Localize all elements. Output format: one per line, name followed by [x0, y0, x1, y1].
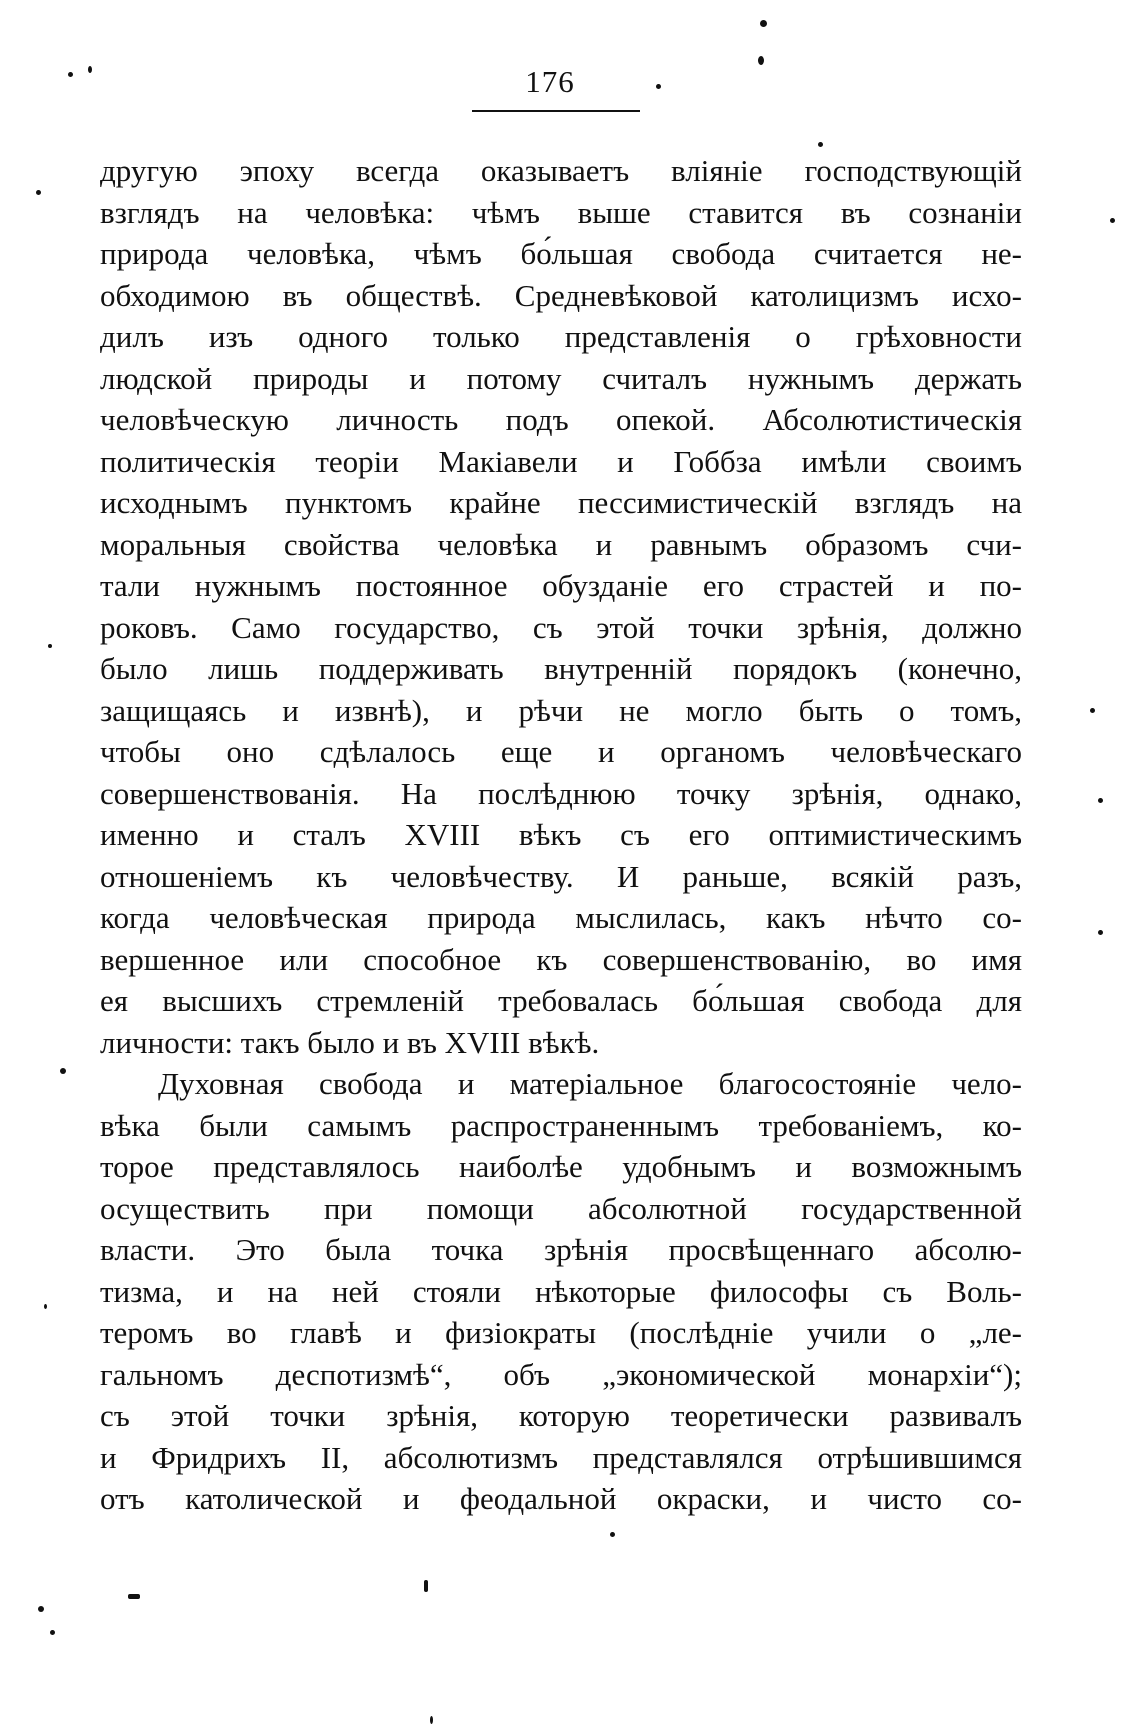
scan-speck — [818, 142, 823, 147]
scan-speck — [38, 1606, 44, 1612]
scan-speck — [1098, 930, 1103, 935]
text-line: тизма, и на ней стояли нѣкоторые философы съ Воль- — [100, 1273, 1022, 1309]
text-line: отношеніемъ къ человѣчеству. И раньше, всякій разъ, — [100, 858, 1022, 894]
text-line: роковъ. Само государство, съ этой точки зрѣнія, должно — [100, 609, 1022, 645]
text-line: теромъ во главѣ и физіократы (послѣдніе учили о „ле- — [100, 1315, 1022, 1350]
scan-speck — [610, 1532, 615, 1537]
text-line: обходимою въ обществѣ. Средневѣковой католицизмъ исхо- — [100, 277, 1022, 313]
scan-speck — [44, 1304, 47, 1309]
body-text — [100, 150, 1022, 1520]
scan-speck — [760, 20, 767, 27]
scan-speck — [68, 72, 73, 77]
text-line: моральныя свойства человѣка и равнымъ образомъ счи- — [100, 526, 1022, 562]
scan-speck — [430, 1716, 433, 1724]
scan-speck — [1098, 798, 1103, 803]
text-line: когда человѣческая природа мыслилась, какъ нѣчто со- — [100, 900, 1022, 935]
page-number: 176 — [525, 64, 575, 99]
text-line: и Фридрихъ II, абсолютизмъ представлялся отрѣшившимся — [100, 1439, 1022, 1475]
text-line: торое представлялось наиболѣе удобнымъ и возможнымъ — [100, 1149, 1022, 1184]
scan-speck — [656, 84, 661, 89]
text-line: чтобы оно сдѣлалось еще и органомъ человѣческаго — [100, 734, 1022, 769]
text-line: людской природы и потому считалъ нужнымъ держать — [100, 360, 1022, 396]
text-line: тали нужнымъ постоянное обузданіе его страстей и по- — [100, 568, 1022, 603]
text-line: политическія теоріи Макіавели и Гоббза имѣли своимъ — [100, 443, 1022, 479]
text-line: вершенное или способное къ совершенствованію, во имя — [100, 941, 1022, 977]
text-line: человѣческую личность подъ опекой. Абсолютистическія — [100, 402, 1022, 437]
text-line: было лишь поддерживать внутренній порядокъ (конечно, — [100, 651, 1022, 686]
text-line: природа человѣка, чѣмъ бо́льшая свобода считается не- — [100, 236, 1022, 271]
scan-speck — [128, 1594, 140, 1599]
text-line: взглядъ на человѣка: чѣмъ выше ставится въ сознаніи — [100, 194, 1022, 230]
scan-speck — [60, 1068, 66, 1074]
scan-speck — [50, 1630, 55, 1635]
scan-speck — [48, 644, 52, 648]
text-line: защищаясь и извнѣ), и рѣчи не могло быть о томъ, — [100, 692, 1022, 728]
scan-speck — [36, 190, 41, 195]
text-line: осуществить при помощи абсолютной государственной — [100, 1190, 1022, 1226]
scan-speck — [1110, 218, 1115, 223]
page-number-rule — [472, 110, 640, 112]
text-line: личности: такъ было и въ XVIII вѣкѣ. — [100, 1024, 600, 1060]
text-line: исходнымъ пунктомъ крайне пессимистическій взглядъ на — [100, 485, 1022, 520]
text-line: власти. Это была точка зрѣнія просвѣщеннаго абсолю- — [100, 1232, 1022, 1267]
text-line: отъ католической и феодальной окраски, и чисто со- — [100, 1481, 1022, 1516]
scan-speck — [424, 1580, 428, 1592]
scan-speck — [88, 66, 92, 73]
text-line: Духовная свобода и матеріальное благосостояніе чело- — [158, 1066, 1022, 1101]
text-line: гальномъ деспотизмѣ“, объ „экономической монархіи“); — [100, 1356, 1022, 1392]
text-line: именно и сталъ XVIII вѣкъ съ его оптимистическимъ — [100, 817, 1022, 852]
text-line: дилъ изъ одного только представленія о грѣховности — [100, 319, 1022, 354]
text-line: совершенствованія. На послѣднюю точку зрѣнія, однако, — [100, 775, 1022, 811]
text-line: ея высшихъ стремленій требовалась бо́льшая свобода для — [100, 983, 1022, 1018]
scan-speck — [758, 56, 764, 65]
text-line: другую эпоху всегда оказываетъ вліяніе господствующій — [100, 153, 1022, 188]
text-line: вѣка были самымъ распространеннымъ требованіемъ, ко- — [100, 1107, 1022, 1143]
text-line: съ этой точки зрѣнія, которую теоретически развивалъ — [100, 1398, 1022, 1433]
scan-speck — [1090, 708, 1095, 713]
